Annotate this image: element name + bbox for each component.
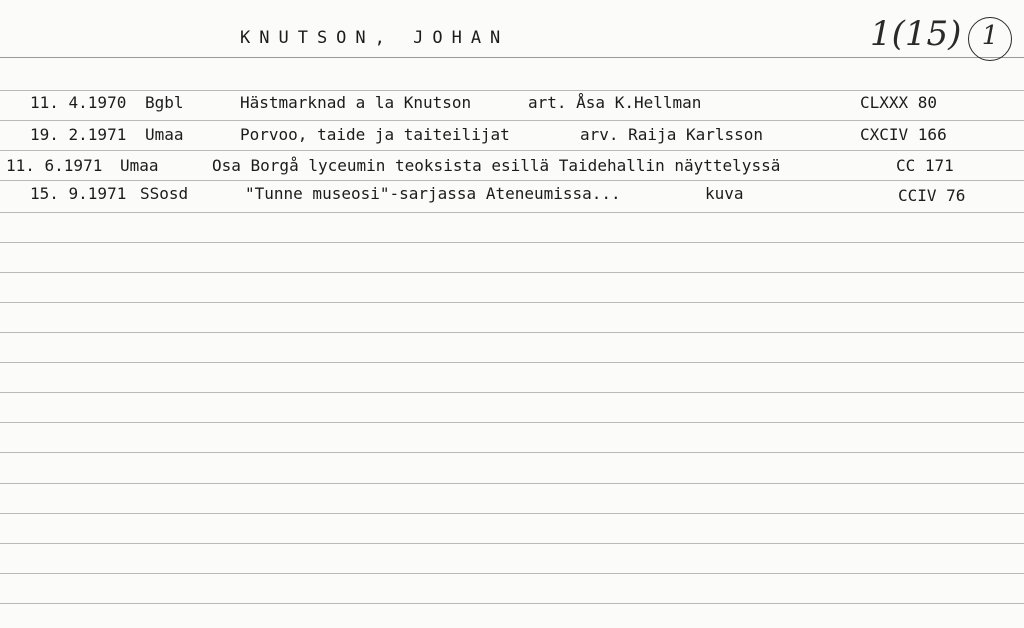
ruled-line <box>0 513 1024 514</box>
entry-title: Osa Borgå lyceumin teoksista esillä Taidehallin näyttelyssä <box>212 156 781 175</box>
entry-title: Porvoo, taide ja taiteilijat <box>240 125 510 144</box>
ruled-line <box>0 242 1024 243</box>
card-number: 1(15) <box>870 14 962 54</box>
ruled-line <box>0 120 1024 121</box>
entry-ref: CC 171 <box>896 156 954 175</box>
circled-number <box>968 17 1012 61</box>
ruled-line <box>0 332 1024 333</box>
ruled-line <box>0 452 1024 453</box>
ruled-line <box>0 90 1024 91</box>
entry-date: 15. 9.1971 <box>30 184 127 203</box>
entry-date: 11. 6.1971 <box>6 156 103 175</box>
entry-source: Umaa <box>120 156 159 175</box>
ruled-line <box>0 302 1024 303</box>
ruled-line <box>0 483 1024 484</box>
ruled-line <box>0 212 1024 213</box>
ruled-line <box>0 603 1024 604</box>
entry-ref: CLXXX 80 <box>860 93 938 112</box>
ruled-line <box>0 150 1024 151</box>
entry-source: SSosd <box>140 184 189 203</box>
entry-note: arv. Raija Karlsson <box>580 125 764 144</box>
entry-date: 11. 4.1970 <box>30 93 127 112</box>
ruled-line <box>0 272 1024 273</box>
circled-number-text: 1 <box>981 21 999 51</box>
entry-title: "Tunne museosi"-sarjassa Ateneumissa... <box>245 184 621 203</box>
entry-note: art. Åsa K.Hellman <box>528 93 702 112</box>
ruled-line <box>0 573 1024 574</box>
entry-title: Hästmarknad a la Knutson <box>240 93 472 112</box>
ruled-line <box>0 392 1024 393</box>
entry-source: Umaa <box>145 125 184 144</box>
entry-note: kuva <box>705 184 744 203</box>
entry-source: Bgbl <box>145 93 184 112</box>
entry-date: 19. 2.1971 <box>30 125 127 144</box>
header-rule <box>0 57 1024 58</box>
ruled-line <box>0 422 1024 423</box>
entry-ref: CXCIV 166 <box>860 125 947 144</box>
ruled-line <box>0 543 1024 544</box>
entry-ref: CCIV 76 <box>898 186 966 205</box>
card-title: KNUTSON, JOHAN <box>240 28 510 48</box>
ruled-line <box>0 180 1024 181</box>
ruled-line <box>0 362 1024 363</box>
